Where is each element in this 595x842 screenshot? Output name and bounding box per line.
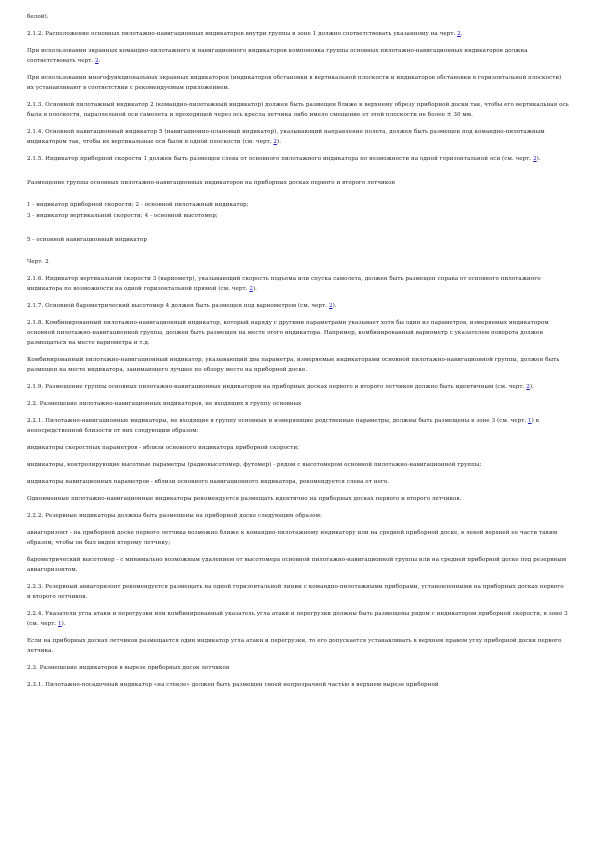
paragraph-text: 2.1.7. Основной барометрический высотомер 4 должен быть размещен под вариометром (см. черт. [27, 303, 329, 309]
paragraph-text: 2.1.8. Комбинированный пилотажно-навигационный индикатор, который наряду с другими параметрами указывает хотя бы один из параметров, измеряемых индикатором основной пилотажно-навигационной группы, должен быть размещен на месте этого индикатора. Например, комбинированный вариометр с указателем поворота должен размещаться на месте вариометра и т.д. [27, 320, 549, 346]
paragraph-text-tail: ). [332, 303, 337, 309]
paragraph [27, 46, 569, 66]
paragraph [27, 582, 569, 602]
paragraph-text: Если на приборных досках летчиков размещается один индикатор угла атаки и перегрузки, то его допускается устанавливать в верхнем правом углу приборной доски первого летчика. [27, 638, 562, 654]
figure-link[interactable]: 2 [328, 303, 333, 309]
paragraph-text: 2.2.4. Указатели угла атаки и перегрузки или комбинированный указатель угла атаки и перегрузки должны быть размещены рядом с индикатором приборной скорости, в зоне 3 (см. черт. [27, 611, 568, 627]
paragraph [27, 555, 569, 575]
figure-link[interactable]: 2 [95, 58, 99, 64]
paragraph-text: 2.2. Размещение пилотажно-навигационных индикаторов, не входящих в группу основных [27, 401, 302, 407]
paragraph-text: Размещение группы основных пилотажно-навигационных индикаторов на приборных досках первого и второго летчиков [27, 180, 395, 186]
paragraph [27, 460, 569, 470]
paragraph [27, 416, 569, 436]
paragraph [27, 663, 569, 673]
paragraph-text-tail: ). [529, 384, 534, 390]
paragraph [27, 609, 569, 629]
paragraph-text: барометрический высотомер - с минимально возможным удалением от высотомера основной пилотажно-навигационной группы или на средней приборной доске под резервным авиагоризонтом. [27, 557, 567, 573]
paragraph [27, 12, 569, 22]
paragraph [27, 528, 569, 548]
paragraph-text: Одноименные пилотажно-навигационные индикаторы рекомендуется размещать идентично на приборных досках первого и второго летчиков. [27, 496, 462, 502]
paragraph-text: 2.1.4. Основной навигационный индикатор 5 (навигационно-плановый индикатор), указывающий направление полета, должен быть размещен под командно-пилотажным индикатором так, чтобы их вертикальные оси были в одной плоскости (см. черт. [27, 129, 545, 145]
paragraph-text: индикаторы навигационных параметров - вблизи основного навигационного индикатора, рекомендуется слева от него. [27, 479, 390, 485]
paragraph-text-tail: . [98, 58, 101, 64]
figure-link[interactable]: 1 [528, 418, 532, 424]
paragraph-text: 2.1.5. Индикатор приборной скорости 1 должен быть размещен слева от основного пилотажного индикатора по возможности на одной горизонтальной оси (см. черт. [27, 156, 534, 162]
paragraph-text-tail: ). [277, 139, 282, 145]
paragraph [27, 235, 569, 245]
paragraph [27, 318, 569, 348]
paragraph-text: 2.1.3. Основной пилотажный индикатор 2 (командно-пилотажный индикатор) должен быть размещен ближе к верхнему обрезу приборной доски так, чтобы его вертикальная ось была в плоскости, параллельной оси самолета и проходящей через ось кресла летчика либо имело смещение от этой плоскости не более ± 30 мм. [27, 102, 569, 118]
paragraph [27, 178, 569, 188]
paragraph-text: 2.3. Размещение индикаторов в вырезе приборных досок летчиков [27, 665, 230, 671]
paragraph [27, 301, 569, 311]
paragraph [27, 399, 569, 409]
paragraph [27, 257, 569, 267]
paragraph-text: 5 - основной навигационный индикатор [27, 237, 147, 243]
figure-link[interactable]: 1 [58, 621, 62, 627]
figure-link[interactable]: 2 [526, 384, 530, 390]
paragraph [27, 154, 569, 164]
paragraph-text: 2.1.9. Размещение группы основных пилотажно-навигационных индикаторов на приборных досках первого и второго летчиков должно быть идентичным (см. черт. [27, 384, 527, 390]
paragraph [27, 127, 569, 147]
paragraph [27, 443, 569, 453]
paragraph-text: 2.2.3. Резервный авиагоризонт рекомендуется размещать на одной горизонтальной линии с командно-пилотажными приборами, установленными на приборных досках первого и второго летчиков. [27, 584, 564, 600]
figure-link[interactable]: 2 [249, 286, 253, 292]
paragraph-text: При использовании многофункциональных экранных индикаторов (индикаторов обстановки в вертикальной плоскости и индикаторов обстановки в горизонтальной плоскости) их устанавливают в соответствии с рекомендуемым приложением. [27, 75, 562, 91]
paragraph-text: Комбинированный пилотажно-навигационный индикатор, указывающий два параметра, измеряемые индикаторами основной пилотажно-навигационной группы, должен быть размещен на месте индикатора, занимающего лучшее по обзору место на приборной доске. [27, 357, 560, 373]
paragraph [27, 636, 569, 656]
paragraph [27, 355, 569, 375]
figure-link[interactable]: 2 [457, 31, 461, 37]
paragraph-text: 2.3.1. Пилотажно-посадочный индикатор «на стекле» должен быть размещен своей непрозрачной частью в верхнем вырезе приборной [27, 682, 439, 688]
paragraph-text: 2.1.2. Расположение основных пилотажно-навигационных индикаторов внутри группы в зоне 1 должно соответствовать указанному на черт. [27, 31, 458, 37]
paragraph [27, 100, 569, 120]
paragraph [27, 511, 569, 521]
paragraph-text-tail: . [460, 31, 463, 37]
paragraph [27, 200, 569, 210]
paragraph [27, 680, 569, 690]
paragraph-text: 2.1.6. Индикатор вертикальной скорости 3 (вариометр), указывающий скорость подъема или спуска самолета, должен быть размещен справа от основного пилотажного индикатора по возможности на одной горизонтальной прямой (см. черт. [27, 276, 541, 292]
paragraph-text: При использовании экранных командно-пилотажного и навигационного индикаторов компоновка группы основных пилотажно-навигационных индикаторов должна соответствовать черт. [27, 48, 528, 64]
paragraph-text: Черт. 2 [27, 259, 49, 265]
paragraph [27, 73, 569, 93]
paragraph [27, 477, 569, 487]
figure-link[interactable]: 2 [533, 156, 537, 162]
paragraph-text: индикаторы, контролирующие высотные параметры (радиовысотомер, футомер) - рядом с высотомером основной пилотажно-навигационной группы; [27, 462, 482, 468]
paragraph-text: белой). [27, 14, 49, 20]
paragraph-text: 3 - индикатор вертикальной скорости; 4 - основной высотомер; [27, 213, 218, 219]
paragraph [27, 494, 569, 504]
paragraph-text: 2.2.2. Резервные индикаторы должны быть размещены на приборной доске следующим образом: [27, 513, 322, 519]
paragraph [27, 274, 569, 294]
figure-link[interactable]: 2 [273, 139, 277, 145]
paragraph-text: 1 - индикатор приборной скорости; 2 - основной пилотажный индикатор; [27, 202, 249, 208]
paragraph-text-tail: ). [252, 286, 257, 292]
paragraph-text-tail: ). [61, 621, 66, 627]
paragraph-text: 2.2.1. Пилотажно-навигационные индикаторы, не входящие в группу основных и измеряющие родственные параметры, должны быть размещены в зоне 3 (см. черт. [27, 418, 529, 424]
paragraph-text: авиагоризонт - на приборной доске первого летчика возможно ближе к командно-пилотажному индикатору или на средней приборной доске, в левой верхней ее части таким образом, чтобы он был виден второму летчику; [27, 530, 558, 546]
paragraph-text: индикаторы скоростных параметров - вблизи основного индикатора приборной скорости; [27, 445, 300, 451]
paragraph [27, 382, 569, 392]
paragraph [27, 29, 569, 39]
paragraph [27, 211, 569, 221]
paragraph-text-tail: ) в непосредственной близости от них следующим образом: [27, 418, 539, 434]
paragraph-text-tail: ). [536, 156, 541, 162]
